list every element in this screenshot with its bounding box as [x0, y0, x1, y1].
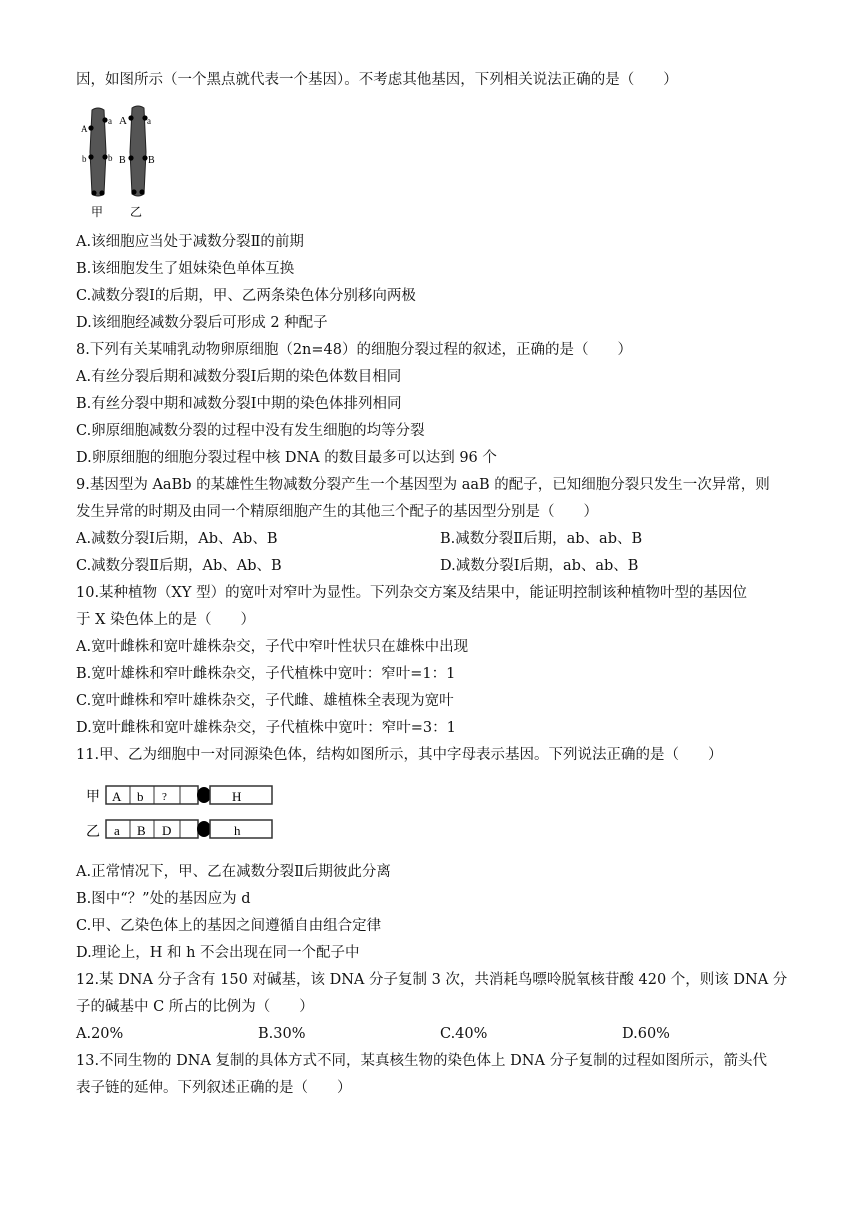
gene-dot [131, 189, 136, 194]
q12-stem-line1: 12.某 DNA 分子含有 150 对碱基，该 DNA 分子复制 3 次，共消耗鸟嘌呤脱氧核苷酸 420 个，则该 DNA 分 [76, 972, 788, 988]
chromosome-figure-2 [84, 780, 284, 846]
chromosome-yi-left-arm [106, 820, 198, 838]
q9-option-b: B.减数分裂Ⅱ后期，ab、ab、B [440, 531, 643, 547]
gene-dot [128, 115, 133, 120]
q11-option-b: B.图中“？”处的基因应为 d [76, 891, 251, 907]
gene-label: ? [162, 791, 167, 803]
gene-label: B [148, 155, 155, 166]
gene-dot [139, 189, 144, 194]
q8-option-a: A.有丝分裂后期和减数分裂Ⅰ后期的染色体数目相同 [76, 369, 402, 385]
q7-option-d: D.该细胞经减数分裂后可形成 2 种配子 [76, 315, 328, 331]
gene-dot [88, 125, 93, 130]
gene-label: a [108, 116, 112, 126]
q12-option-c: C.40% [440, 1026, 488, 1042]
gene-label: a [114, 823, 120, 838]
q10-option-c: C.宽叶雌株和窄叶雄株杂交，子代雌、雄植株全表现为宽叶 [76, 693, 454, 709]
chromosome-yi-right-arm [210, 820, 272, 838]
q12-option-a: A.20% [76, 1026, 124, 1042]
q7-option-a: A.该细胞应当处于减数分裂Ⅱ的前期 [76, 234, 304, 250]
chromosome-figure-1 [78, 102, 168, 224]
q8-option-d: D.卵原细胞的细胞分裂过程中核 DNA 的数目最多可以达到 96 个 [76, 450, 497, 466]
intro-text: 因，如图所示（一个黑点就代表一个基因）。不考虑其他基因，下列相关说法正确的是（ ） [76, 72, 678, 88]
q10-option-a: A.宽叶雌株和宽叶雄株杂交，子代中窄叶性状只在雄株中出现 [76, 639, 469, 655]
q10-stem-line1: 10.某种植物（XY 型）的宽叶对窄叶为显性。下列杂交方案及结果中，能证明控制该种植物叶型的基因位 [76, 585, 748, 601]
gene-label: a [147, 116, 151, 126]
gene-dot [102, 117, 107, 122]
gene-dot [88, 154, 93, 159]
q9-option-d: D.减数分裂Ⅰ后期，ab、ab、B [440, 558, 639, 574]
centromere [197, 787, 211, 803]
gene-dot [142, 155, 147, 160]
q13-stem-line1: 13.不同生物的 DNA 复制的具体方式不同，某真核生物的染色体上 DNA 分子复制的过程如图所示，箭头代 [76, 1053, 768, 1069]
q8-stem: 8.下列有关某哺乳动物卵原细胞（2n=48）的细胞分裂过程的叙述，正确的是（ ） [76, 342, 632, 358]
q12-option-d: D.60% [622, 1026, 670, 1042]
gene-label: b [137, 789, 144, 804]
q10-stem-line2: 于 X 染色体上的是（ ） [76, 612, 256, 628]
chromosome-name-jia: 甲 [91, 205, 104, 219]
chromosome-name-yi: 乙 [86, 824, 100, 840]
gene-label: b [108, 153, 113, 163]
q11-stem: 11.甲、乙为细胞中一对同源染色体，结构如图所示，其中字母表示基因。下列说法正确的是（ ） [76, 747, 723, 763]
q9-stem-line1: 9.基因型为 AaBb 的某雄性生物减数分裂产生一个基因型为 aaB 的配子，已知细胞分裂只发生一次异常，则 [76, 477, 770, 493]
gene-dot [99, 190, 104, 195]
gene-label: A [81, 124, 88, 134]
gene-dot [91, 190, 96, 195]
q8-option-c: C.卵原细胞减数分裂的过程中没有发生细胞的均等分裂 [76, 423, 425, 439]
q13-stem-line2: 表子链的延伸。下列叙述正确的是（ ） [76, 1080, 352, 1096]
chromosome-name-yi: 乙 [130, 205, 143, 219]
centromere [197, 821, 211, 837]
gene-dot [102, 154, 107, 159]
gene-label: A [112, 789, 122, 804]
q12-option-b: B.30% [258, 1026, 306, 1042]
q8-option-b: B.有丝分裂中期和减数分裂Ⅰ中期的染色体排列相同 [76, 396, 402, 412]
q10-option-d: D.宽叶雌株和宽叶雄株杂交，子代植株中宽叶：窄叶=3：1 [76, 720, 456, 736]
gene-label: B [137, 823, 146, 838]
q9-option-c: C.减数分裂Ⅱ后期，Ab、Ab、B [76, 558, 282, 574]
q7-option-c: C.减数分裂Ⅰ的后期，甲、乙两条染色体分别移向两极 [76, 288, 416, 304]
q11-option-d: D.理论上，H 和 h 不会出现在同一个配子中 [76, 945, 360, 961]
gene-label: A [119, 115, 127, 127]
chromosome-name-jia: 甲 [86, 789, 100, 805]
gene-label: B [119, 155, 126, 166]
q7-option-b: B.该细胞发生了姐妹染色单体互换 [76, 261, 295, 277]
q11-option-c: C.甲、乙染色体上的基因之间遵循自由组合定律 [76, 918, 382, 934]
gene-label: h [234, 823, 241, 838]
q9-option-a: A.减数分裂Ⅰ后期，Ab、Ab、B [76, 531, 278, 547]
q10-option-b: B.宽叶雄株和窄叶雌株杂交，子代植株中宽叶：窄叶=1：1 [76, 666, 456, 682]
gene-label: H [232, 789, 242, 804]
gene-dot [128, 155, 133, 160]
q12-stem-line2: 子的碱基中 C 所占的比例为（ ） [76, 999, 314, 1015]
q11-option-a: A.正常情况下，甲、乙在减数分裂Ⅱ后期彼此分离 [76, 864, 391, 880]
q9-stem-line2: 发生异常的时期及由同一个精原细胞产生的其他三个配子的基因型分别是（ ） [76, 504, 598, 520]
gene-label: b [82, 154, 87, 164]
gene-label: D [162, 823, 172, 838]
